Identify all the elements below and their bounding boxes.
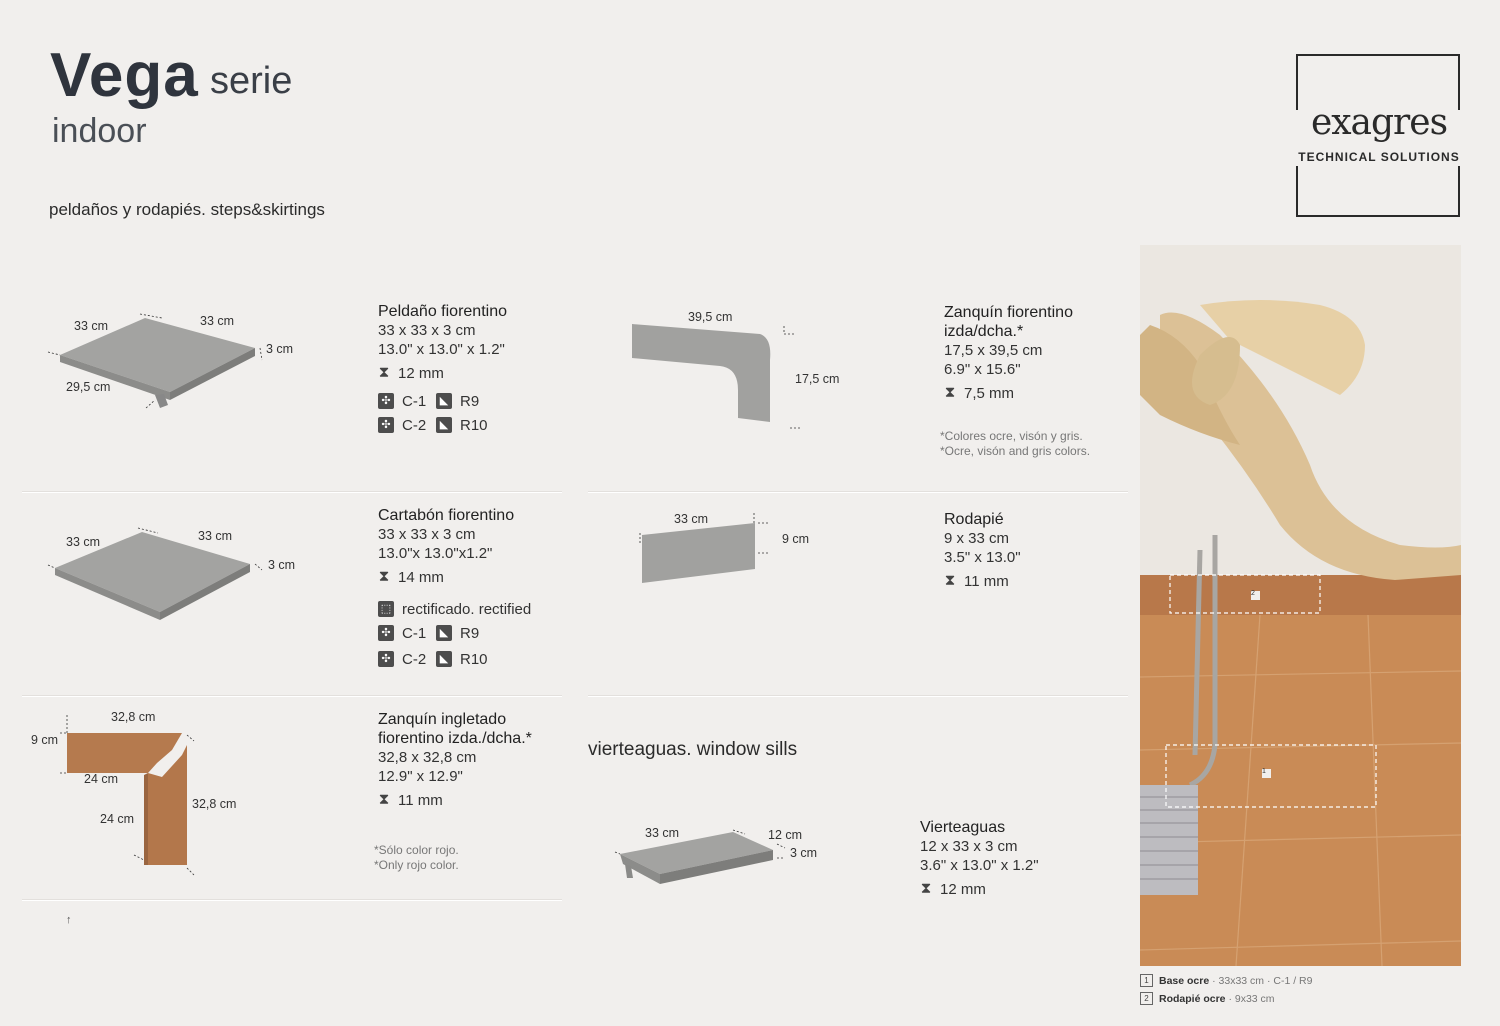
product-name: Peldaño fiorentino [378,303,507,320]
arrow-icon: ↑ [66,914,72,926]
serie-label: serie [210,60,293,102]
size-cm: 32,8 x 32,8 cm [378,749,477,766]
logo-tagline: TECHNICAL SOLUTIONS [1298,150,1460,164]
rectified-label: rectificado. rectified [402,600,532,618]
window-sills-title: vierteaguas. window sills [588,739,798,760]
dim-label: 24 cm [100,812,135,826]
zanquin-ingletado-info [378,710,532,812]
size-cm: 33 x 33 x 3 cm [378,322,476,339]
dim-label: 32,8 cm [192,797,237,811]
size-in: 12.9" x 12.9" [378,768,463,785]
slip-icon: ◣ [436,417,452,433]
class-value: C-1 [402,624,427,642]
dim-label: 33 cm [74,319,109,333]
thickness: 12 mm [940,880,986,898]
class-value: C-2 [402,650,427,668]
product-name: Zanquín ingletado [378,711,507,728]
thickness-icon: ⧗ [920,880,932,897]
product-name: Vierteaguas [920,819,1006,836]
thickness-icon: ⧗ [378,364,390,381]
dim-label: 9 cm [782,532,810,546]
floor-scene [1140,245,1461,966]
size-in: 6.9" x 15.6" [944,361,1021,378]
size-in: 3.6" x 13.0" x 1.2" [920,857,1039,874]
product-name: Zanquín fiorentino [944,304,1073,321]
dim-label: 33 cm [645,826,680,840]
dim-label: 12 cm [768,828,803,842]
product-note: *Colores ocre, visón y gris. *Ocre, visón and gris colors. [940,429,1091,458]
caption-2: 2 Rodapié ocre · 9x33 cm [1140,992,1275,1005]
brand-title: Vega [50,41,199,110]
dim-label: 3 cm [790,846,818,860]
caption-1: 1 Base ocre · 33x33 cm · C-1 / R9 [1140,974,1312,987]
interior-photo [1140,245,1461,966]
class-value: C-2 [402,416,427,434]
class-icon: ✣ [378,625,394,641]
dim-label: 17,5 cm [795,372,840,386]
cartabon-info [378,506,531,671]
size-cm: 17,5 x 39,5 cm [944,342,1043,359]
divider [22,899,562,901]
product-name: Cartabón fiorentino [378,507,515,524]
thickness: 11 mm [964,572,1009,590]
dim-label: 3 cm [268,558,296,572]
thickness: 7,5 mm [964,384,1015,402]
dim-label: 33 cm [198,529,233,543]
zanquin-info [944,303,1073,405]
class-icon: ✣ [378,651,394,667]
class-value: C-1 [402,392,427,410]
thickness-icon: ⧗ [378,568,390,585]
thickness: 11 mm [398,791,443,809]
slip-icon: ◣ [436,625,452,641]
divider [588,491,1128,493]
slip-value: R10 [460,416,488,434]
photo-marker: 1 [1262,768,1266,775]
section-title: peldaños y rodapiés. steps&skirtings [49,200,325,219]
dim-label: 33 cm [674,512,709,526]
thickness-icon: ⧗ [944,572,956,589]
rectified-icon: ⬚ [378,601,394,617]
divider [588,695,1128,697]
peldano-info [378,302,507,437]
thickness: 12 mm [398,364,444,382]
product-name: izda/dcha.* [944,323,1024,340]
dim-label: 33 cm [200,314,235,328]
slip-value: R10 [460,650,488,668]
line-label: indoor [52,112,147,150]
vierteaguas-info [920,818,1039,901]
size-in: 13.0" x 13.0" x 1.2" [378,341,505,358]
rodapie-info [944,510,1021,593]
size-cm: 33 x 33 x 3 cm [378,526,476,543]
dim-label: 24 cm [84,772,119,786]
product-name: Rodapié [944,511,1004,528]
dim-label: 33 cm [66,535,101,549]
product-name: fiorentino izda./dcha.* [378,730,532,747]
dim-label: 39,5 cm [688,310,733,324]
thickness: 14 mm [398,568,444,586]
dim-label: 3 cm [266,342,294,356]
slip-value: R9 [460,624,480,642]
photo-marker: 2 [1251,590,1255,597]
size-cm: 9 x 33 cm [944,530,1010,547]
class-icon: ✣ [378,417,394,433]
zanquin-drawing [620,310,820,440]
product-note: *Sólo color rojo. *Only rojo color. [374,843,459,872]
slip-value: R9 [460,392,480,410]
dim-label: 9 cm [31,733,59,747]
dim-label: 29,5 cm [66,380,111,394]
size-cm: 12 x 33 x 3 cm [920,838,1018,855]
divider [22,491,562,493]
thickness-icon: ⧗ [378,791,390,808]
caption-number: 2 [1140,992,1153,1005]
divider [22,695,562,697]
size-in: 3.5" x 13.0" [944,549,1021,566]
logo-name: exagres [1310,102,1448,143]
slip-icon: ◣ [436,651,452,667]
thickness-icon: ⧗ [944,384,956,401]
caption-number: 1 [1140,974,1153,987]
size-in: 13.0"x 13.0"x1.2" [378,545,493,562]
dim-label: 32,8 cm [111,710,156,724]
class-icon: ✣ [378,393,394,409]
slip-icon: ◣ [436,393,452,409]
